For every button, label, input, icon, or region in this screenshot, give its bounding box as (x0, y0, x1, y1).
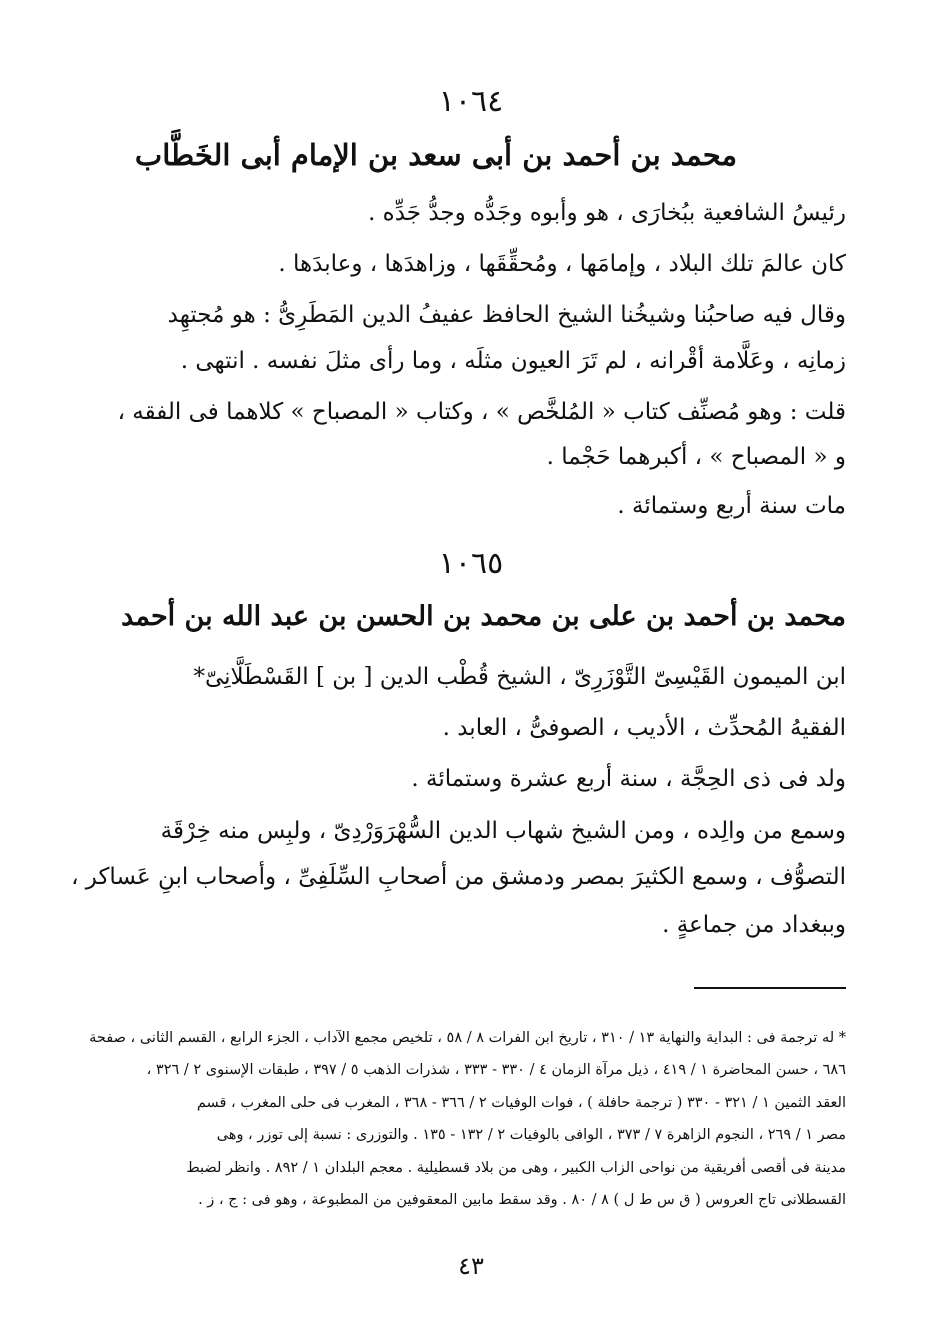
footnote-line: العقد الثمين ١ / ٣٢١ - ٣٣٠ ( ترجمة حافلة ) ، فوات الوفيات ٢ / ٣٦٦ - ٣٦٨ ، المغرب فى حلى المغرب ، قسم (196, 1095, 846, 1111)
entry-number-1064: ١٠٦٤ (438, 84, 504, 119)
entry-heading-1064: محمد بن أحمد بن أبى سعد بن الإمام أبى الخَطَّاب (134, 138, 737, 172)
entry-1065-line: وببغداد من جماعةٍ . (662, 912, 846, 938)
footnote-line: * له ترجمة فى : البداية والنهاية ١٣ / ٣١٠ ، تاريخ ابن الفرات ٨ / ٥٨ ، تلخيص مجمع الآداب ، الجزء الرابع ، القسم الثانى ، صفحة (89, 1030, 846, 1046)
entry-1065-line: التصوُّف ، وسمع الكثيرَ بمصر ودمشق من أصحابِ السِّلَفِىِّ ، وأصحاب ابنِ عَساكر ، (71, 864, 846, 890)
entry-1065-line: ابن الميمون القَيْسِىّ التَّوْزَرِىّ ، الشيخ قُطْب الدين [ بن ] القَسْطَلَّانِىّ* (193, 664, 846, 690)
footnote-separator (694, 987, 846, 989)
footnote-line: مصر ١ / ٢٦٩ ، النجوم الزاهرة ٧ / ٣٧٣ ، الوافى بالوفيات ٢ / ١٣٢ - ١٣٥ . والتوزرى : نسبة إلى توزر ، وهى (216, 1127, 846, 1143)
entry-1064-line: رئيسُ الشافعية ببُخارَى ، هو وأبوه وجَدُّه وجدُّ جَدِّه . (368, 200, 846, 226)
entry-heading-1065: محمد بن أحمد بن على بن محمد بن الحسن بن عبد الله بن أحمد (121, 601, 846, 632)
entry-1064-line: و « المصباح » ، أكبرهما حَجْما . (546, 444, 846, 470)
footnote-line: القسطلانى تاج العروس ( ق س ط ل ) ٨ / ٨٠ . وقد سقط مابين المعقوفين من المطبوعة ، وهو فى : ج ، ز . (198, 1192, 846, 1208)
entry-1064-line: كان عالمَ تلك البلاد ، وإمامَها ، ومُحقِّقَها ، وزاهدَها ، وعابدَها . (278, 251, 846, 277)
entry-1064-line: وقال فيه صاحبُنا وشيخُنا الشيخ الحافظ عفيفُ الدين المَطَرِىُّ : هو مُجتهِد (167, 302, 846, 328)
entry-1065-line: ولد فى ذى الحِجَّة ، سنة أربع عشرة وستمائة . (411, 766, 846, 792)
entry-1064-line: قلت : وهو مُصنِّف كتاب « المُلخَّص » ، وكتاب « المصباح » كلاهما فى الفقه ، (117, 399, 846, 425)
entry-1064-line: مات سنة أربع وستمائة . (617, 493, 846, 519)
page-number: ٤٣ (458, 1252, 484, 1280)
footnote-line: مدينة فى أقصى أفريقية من نواحى الزاب الكبير ، وهى من بلاد قسطيلية . معجم البلدان ١ / ٨٩٢ . وانظر لضبط (186, 1160, 846, 1176)
footnote-line: ٦٨٦ ، حسن المحاضرة ١ / ٤١٩ ، ذيل مرآة الزمان ٤ / ٣٣٠ - ٣٣٣ ، شذرات الذهب ٥ / ٣٩٧ ، طبقات الإسنوى ٢ / ٣٢٦ ، (146, 1062, 846, 1078)
entry-1065-line: وسمع من والِده ، ومن الشيخ شهاب الدين السُّهْرَوَرْدِىّ ، ولبِس منه خِرْقَة (160, 818, 846, 844)
entry-1065-line: الفقيهُ المُحدِّث ، الأديب ، الصوفىُّ ، العابد . (442, 715, 846, 741)
entry-number-1065: ١٠٦٥ (438, 546, 504, 581)
entry-1064-line: زمانِه ، وعَلَّامة أقْرانه ، لم تَرَ العيون مثلَه ، وما رأى مثلَ نفسه . انتهى . (180, 348, 846, 374)
